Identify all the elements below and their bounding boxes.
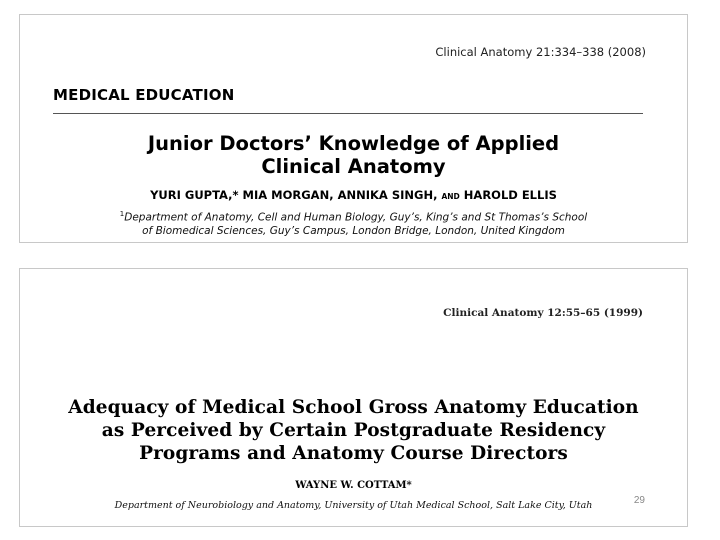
journal-citation: Clinical Anatomy 12:55–65 (1999): [443, 307, 643, 319]
section-heading: MEDICAL EDUCATION: [53, 86, 235, 104]
journal-citation: Clinical Anatomy 21:334–338 (2008): [435, 45, 646, 59]
author-affiliation: [20, 208, 687, 238]
author-list: WAYNE W. COTTAM*: [295, 480, 412, 491]
article-title: [20, 132, 687, 178]
author-list: [20, 188, 687, 202]
article-title-line: Programs and Anatomy Course Directors: [139, 443, 568, 464]
author-conjunction: AND: [441, 192, 460, 201]
article-title: [20, 396, 687, 465]
article-title-line: Junior Doctors’ Knowledge of Applied: [147, 132, 560, 155]
affiliation-line: Department of Anatomy, Cell and Human Biology, Guy’s, King’s and St Thomas’s School: [124, 211, 588, 224]
author-affiliation: Department of Neurobiology and Anatomy, University of Utah Medical School, Salt Lake City, Utah: [114, 500, 593, 511]
article-title-line: as Perceived by Certain Postgraduate Residency: [101, 420, 606, 441]
author-names-last: HAROLD ELLIS: [463, 188, 557, 202]
affiliation-marker: 1: [119, 210, 125, 218]
author-names: YURI GUPTA,* MIA MORGAN, ANNIKA SINGH,: [150, 188, 438, 202]
affiliation-line: of Biomedical Sciences, Guy’s Campus, London Bridge, London, United Kingdom: [142, 224, 565, 237]
article-header-gupta-2008: [19, 14, 688, 243]
divider-rule: [53, 113, 643, 114]
article-header-cottam-1999: [19, 268, 688, 527]
page-number: 29: [633, 495, 645, 506]
article-title-line: Clinical Anatomy: [261, 155, 446, 178]
article-title-line: Adequacy of Medical School Gross Anatomy Education: [68, 397, 639, 418]
